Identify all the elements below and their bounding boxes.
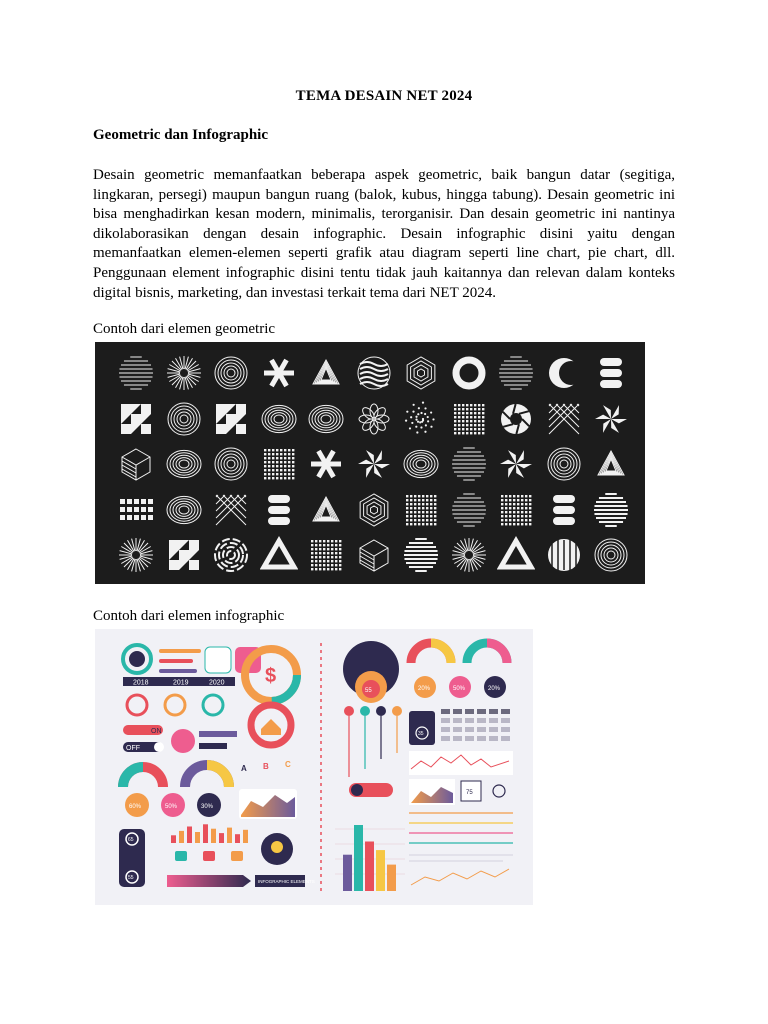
colored-bar bbox=[343, 855, 352, 891]
ring-wave-icon bbox=[260, 400, 298, 438]
percent-label: 20% bbox=[418, 686, 431, 692]
year-label: 2019 bbox=[173, 679, 189, 687]
mini-card bbox=[205, 647, 231, 673]
pill-cell bbox=[453, 718, 462, 723]
arrow-ribbon bbox=[167, 875, 251, 887]
gauge-bar bbox=[199, 743, 227, 749]
percent-label: 50% bbox=[453, 686, 466, 692]
pill-cell bbox=[477, 736, 486, 741]
timeline-line bbox=[159, 669, 197, 673]
colored-bar bbox=[387, 865, 396, 891]
half-donut-seg bbox=[431, 643, 451, 663]
aperture-icon bbox=[497, 400, 535, 438]
phone-top-value: 65 bbox=[128, 837, 134, 843]
wave-circle-icon bbox=[355, 354, 393, 392]
triangle-lines-icon bbox=[592, 445, 630, 483]
circle-lines-icon bbox=[497, 354, 535, 392]
cube-lines-icon bbox=[355, 536, 393, 574]
blocks-icon bbox=[260, 491, 298, 529]
percent-label: 60% bbox=[129, 804, 142, 810]
squares-mosaic-icon bbox=[212, 400, 250, 438]
pill-cell bbox=[441, 709, 450, 714]
toggle-on-label: ON bbox=[151, 728, 162, 735]
colored-bar bbox=[365, 842, 374, 892]
triangle-lines-icon bbox=[307, 491, 345, 529]
hexagon-nested-icon bbox=[355, 491, 393, 529]
flower-icon bbox=[355, 400, 393, 438]
stripe-circle-icon bbox=[592, 491, 630, 529]
pill-cell bbox=[489, 736, 498, 741]
mini-bar bbox=[227, 828, 232, 843]
hex-star-icon bbox=[497, 445, 535, 483]
mini-bar bbox=[179, 831, 184, 843]
card-value: 35 bbox=[418, 731, 424, 737]
asterisk-icon bbox=[307, 445, 345, 483]
title-ribbon-label: INFOGRAPHIC ELEMENTS bbox=[258, 879, 315, 884]
ring-lines-icon bbox=[212, 445, 250, 483]
pill-stack-icon bbox=[545, 491, 583, 529]
mini-bar bbox=[235, 834, 240, 843]
percent-label: 20% bbox=[488, 686, 501, 692]
pill-cell bbox=[477, 709, 486, 714]
ring-wave-icon bbox=[402, 445, 440, 483]
colored-bar bbox=[354, 825, 363, 891]
half-donut-seg bbox=[123, 767, 143, 787]
colored-bar bbox=[376, 850, 385, 891]
box-value: 75 bbox=[466, 790, 473, 796]
asterisk-icon bbox=[260, 354, 298, 392]
progress-ring bbox=[203, 695, 223, 715]
pill-grid bbox=[441, 709, 510, 741]
mini-bar bbox=[195, 832, 200, 843]
star-burst-icon bbox=[592, 400, 630, 438]
pill-cell bbox=[453, 709, 462, 714]
timeline-line bbox=[159, 659, 193, 663]
petals-icon bbox=[545, 536, 583, 574]
icon-tile bbox=[175, 851, 187, 861]
ring-lines-icon bbox=[545, 445, 583, 483]
squares-mosaic-icon bbox=[117, 400, 155, 438]
pill-cell bbox=[501, 727, 510, 732]
document-title: TEMA DESAIN NET 2024 bbox=[295, 88, 473, 104]
triangle-lines-icon bbox=[307, 354, 345, 392]
pill-cell bbox=[453, 736, 462, 741]
bottom-line-chart bbox=[411, 869, 509, 885]
triangle-cut-icon bbox=[260, 536, 298, 574]
ring-thick-icon bbox=[450, 354, 488, 392]
pill-cell bbox=[501, 718, 510, 723]
pill-cell bbox=[501, 709, 510, 714]
mini-bar bbox=[219, 833, 224, 843]
pill-cell bbox=[489, 709, 498, 714]
cross-x-icon bbox=[545, 400, 583, 438]
icon-tile bbox=[203, 851, 215, 861]
year-label: 2018 bbox=[133, 679, 149, 687]
percent-label: 50% bbox=[165, 804, 178, 810]
moon-icon bbox=[545, 354, 583, 392]
letter-c: C bbox=[285, 760, 291, 769]
toggle-knob bbox=[154, 742, 164, 752]
percent-label: 30% bbox=[201, 804, 214, 810]
home-icon bbox=[261, 719, 281, 735]
vertical-bars bbox=[171, 824, 248, 843]
half-donut-seg bbox=[207, 765, 229, 787]
value-card bbox=[409, 711, 435, 745]
mini-bar bbox=[211, 829, 216, 843]
noise-square-icon bbox=[307, 536, 345, 574]
hexagon-nested-icon bbox=[402, 354, 440, 392]
mini-bar bbox=[187, 827, 192, 844]
gauge-value: 55 bbox=[365, 688, 372, 694]
text-blocks-icon bbox=[117, 491, 155, 529]
triangle-cut-icon bbox=[497, 536, 535, 574]
body-paragraph: Desain geometric memanfaatkan beberapa aspek geometric, baik bangun datar (segitiga, lingkaran, persegi) maupun bangun ruang (balok, kubus, hingga tabung). Desain geometric ini bisa menghadirkan kesan modern, minimalis, terorganisir. Dan desain geometric ini nantinya dikolaborasikan dengan desain infographic. Desain infographic disini yaitu dengan memanfaatkan elemen-elemen seperti grafik atau diagram seperti line chart, pie chart, dll. Penggunaan element infographic disini tentu tidak jauh kaitannya dan relevan dalam konteks digital bisnis, marketing, dan investasi terkait tema dari NET 2024. bbox=[93, 167, 675, 301]
geometric-elements-image bbox=[95, 342, 645, 584]
circle-lines-icon bbox=[450, 491, 488, 529]
squares-mosaic-icon bbox=[165, 536, 203, 574]
icon-tile bbox=[231, 851, 243, 861]
caption-geometric: Contoh dari elemen geometric bbox=[93, 321, 276, 337]
circle-lines-icon bbox=[117, 354, 155, 392]
pill-cell bbox=[477, 718, 486, 723]
timeline-core bbox=[129, 651, 145, 667]
grid-dots-icon bbox=[497, 491, 535, 529]
ring-wave-icon bbox=[307, 400, 345, 438]
dollar-icon: $ bbox=[265, 665, 277, 687]
bulb-icon bbox=[271, 841, 283, 853]
pill-cell bbox=[465, 727, 474, 732]
colored-bar-chart bbox=[343, 825, 396, 891]
ring-lines-icon bbox=[165, 400, 203, 438]
pill-cell bbox=[489, 727, 498, 732]
grid-dots-icon bbox=[402, 491, 440, 529]
phone-bottom-value: 55 bbox=[128, 875, 134, 881]
year-label: 2020 bbox=[209, 679, 225, 687]
sunburst-icon bbox=[165, 354, 203, 392]
caption-infographic: Contoh dari elemen infographic bbox=[93, 608, 285, 624]
pill-cell bbox=[441, 727, 450, 732]
pill-cell bbox=[441, 736, 450, 741]
sunburst-icon bbox=[117, 536, 155, 574]
clock-icon bbox=[493, 785, 505, 797]
mini-bar bbox=[243, 830, 248, 843]
half-donut-seg bbox=[487, 643, 507, 663]
pill-cell bbox=[489, 718, 498, 723]
letter-a: A bbox=[241, 764, 247, 773]
blocks-icon bbox=[592, 354, 630, 392]
square-lines-icon bbox=[450, 400, 488, 438]
infographic-illustration bbox=[95, 629, 533, 905]
pin-lines bbox=[344, 706, 402, 777]
pill-cell bbox=[465, 709, 474, 714]
pill-cell bbox=[465, 736, 474, 741]
pill-cell bbox=[441, 718, 450, 723]
globe-icon bbox=[592, 536, 630, 574]
pill-cell bbox=[453, 727, 462, 732]
progress-ring bbox=[165, 695, 185, 715]
ring-lines-icon bbox=[212, 354, 250, 392]
stripe-circle-icon bbox=[402, 536, 440, 574]
pill-cell bbox=[465, 718, 474, 723]
progress-ring bbox=[127, 695, 147, 715]
dot-lines bbox=[409, 813, 513, 843]
circle-lines-icon bbox=[450, 445, 488, 483]
letter-b: B bbox=[263, 762, 269, 771]
fan-circle-icon bbox=[450, 536, 488, 574]
pill-cell bbox=[501, 736, 510, 741]
cube-lines-icon bbox=[117, 445, 155, 483]
star-burst-icon bbox=[355, 445, 393, 483]
infographic-elements-image bbox=[95, 629, 533, 905]
mini-bar bbox=[203, 824, 208, 843]
section-heading: Geometric dan Infographic bbox=[93, 127, 268, 143]
gauge-dot bbox=[171, 729, 195, 753]
ring-wave-icon bbox=[165, 445, 203, 483]
maze-circle-icon bbox=[212, 536, 250, 574]
pill-cell bbox=[477, 727, 486, 732]
timeline-line bbox=[159, 649, 201, 653]
gauge-bar bbox=[199, 731, 237, 737]
dot-spiral-icon bbox=[402, 400, 440, 438]
search-icon bbox=[351, 784, 363, 796]
grid-dots-icon bbox=[260, 445, 298, 483]
grid-cross-icon bbox=[212, 491, 250, 529]
mini-bar bbox=[171, 835, 176, 843]
ring-wave-icon bbox=[165, 491, 203, 529]
toggle-off-label: OFF bbox=[126, 745, 140, 752]
